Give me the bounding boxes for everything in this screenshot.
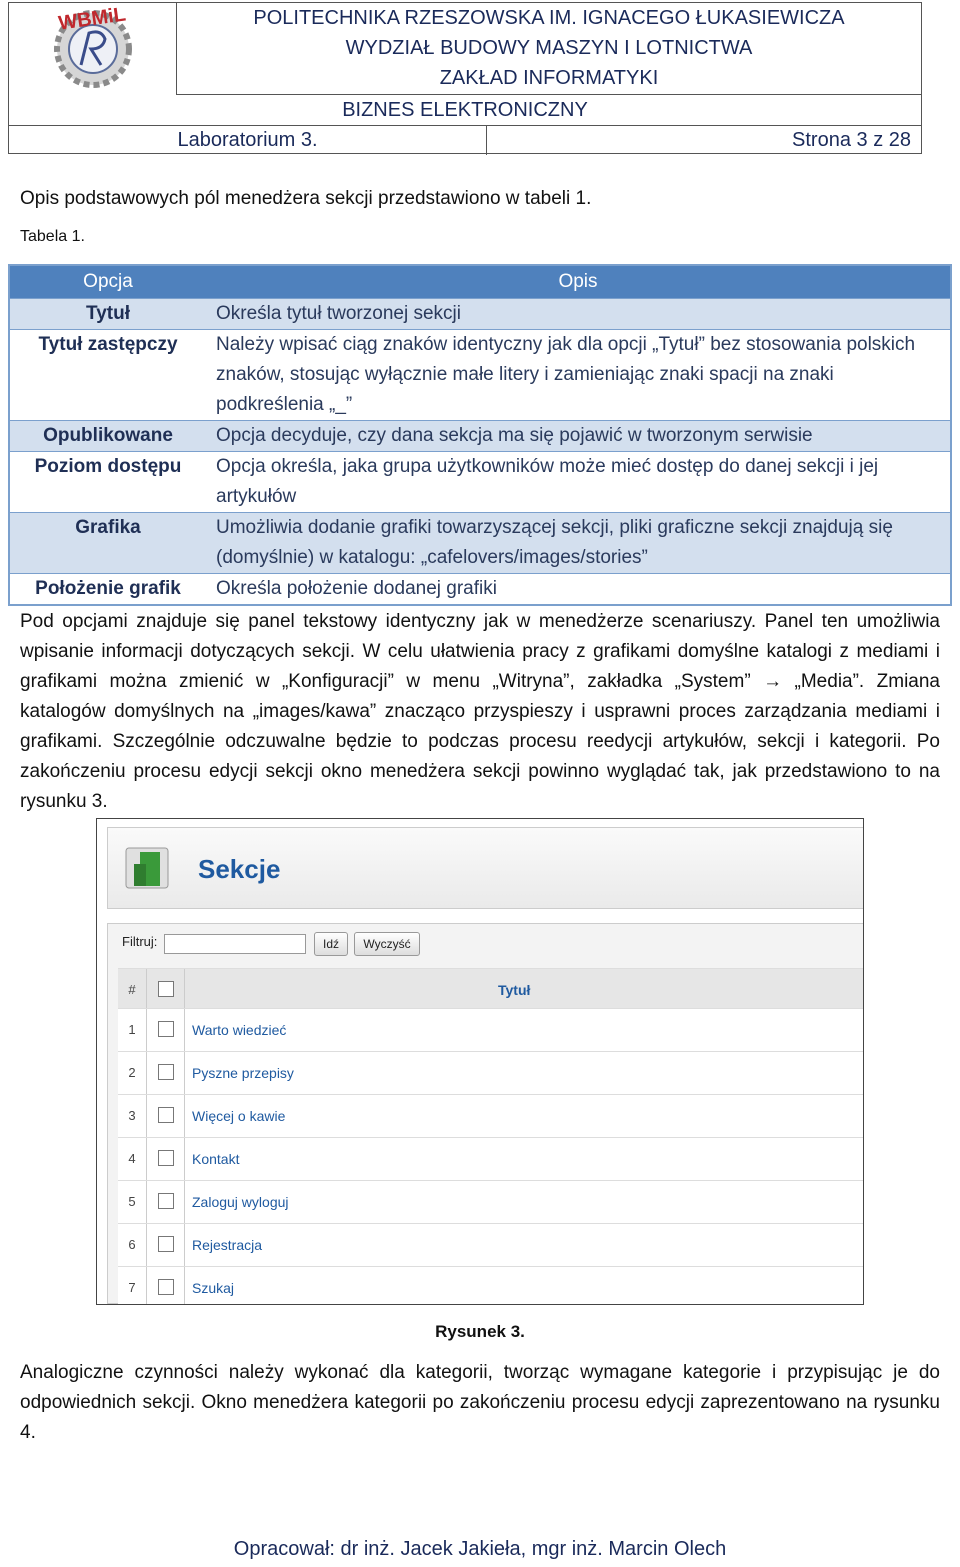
row-checkbox[interactable] (158, 1279, 174, 1295)
faculty-name: WYDZIAŁ BUDOWY MASZYN I LOTNICTWA (345, 37, 753, 59)
col-title[interactable]: Tytuł (498, 982, 531, 998)
section-link[interactable]: Szukaj (192, 1280, 235, 1296)
filter-label: Filtruj: (122, 934, 158, 949)
option-name: Tytuł zastępczy (9, 330, 206, 421)
screenshot-toolbar (107, 827, 863, 909)
department-name: ZAKŁAD INFORMATYKI (439, 67, 659, 89)
row-checkbox[interactable] (158, 1107, 174, 1123)
option-name: Położenie grafik (9, 574, 206, 606)
header-option: Opcja (9, 265, 206, 299)
row-number: 2 (128, 1065, 136, 1080)
table-row (9, 452, 951, 513)
body-paragraph: Pod opcjami znajduje się panel tekstowy identyczny jak w menedżerze scenariuszy. Panel ten umożliwia wpisanie informacji dotyczących sekcji. W celu ułatwienia pracy z grafikami domyślne katalogi z mediami i grafikami można zmienić w „Konfiguracji” w menu „Witryna”, zakładka „System” → „Media”. Zmiana katalogów domyślnych na „images/kawa” znacząco przyspieszy i usprawni proces zarządzania mediami i grafikami. Szczególnie odczuwalne będzie to podczas procesu reedycji artykułów, sekcji i kategorii. Po zakończeniu procesu edycji sekcji okno menedżera sekcji powinno wyglądać tak, jak przedstawiono to na rysunku 3. (20, 611, 940, 812)
list-item (118, 1223, 863, 1267)
section-link[interactable]: Więcej o kawie (192, 1108, 286, 1124)
body-paragraph: Analogiczne czynności należy wykonać dla kategorii, tworząc wymagane kategorie i przypisując je do odpowiednich sekcji. Okno menedżera kategorii po zakończeniu procesu edycji zaprezentowano na rysunku 4. (20, 1362, 940, 1443)
grid-header-row (118, 968, 863, 1009)
section-link[interactable]: Pyszne przepisy (192, 1065, 294, 1081)
option-description: Określa położenie dodanej grafiki (206, 574, 951, 606)
col-number: # (128, 982, 136, 997)
option-description: Umożliwia dodanie grafiki towarzyszącej sekcji, pliki graficzne sekcji znajdują się (domyślnie) w katalogu: „cafelovers/images/stories” (206, 513, 951, 574)
header-institution (177, 3, 921, 95)
intro-text: Opis podstawowych pól menedżera sekcji przedstawiono w tabeli 1. (20, 188, 592, 209)
list-item (118, 1094, 863, 1138)
table-row (9, 330, 951, 421)
university-name: POLITECHNIKA RZESZOWSKA IM. IGNACEGO ŁUKASIEWICZA (253, 7, 845, 29)
option-description: Opcja decyduje, czy dana sekcja ma się pojawić w tworzonym serwisie (206, 421, 951, 452)
page-header (8, 2, 922, 154)
reset-button[interactable]: Wyczyść (354, 932, 420, 956)
select-all-checkbox[interactable] (158, 981, 174, 997)
screenshot-title: Sekcje (198, 854, 281, 884)
sections-icon (124, 844, 174, 892)
row-number: 1 (128, 1022, 136, 1037)
row-checkbox[interactable] (158, 1236, 174, 1252)
course-name: BIZNES ELEKTRONICZNY (9, 95, 921, 126)
header-description: Opis (206, 265, 951, 299)
option-description: Określa tytuł tworzonej sekcji (206, 299, 951, 330)
table-row (9, 421, 951, 452)
table-row (9, 299, 951, 330)
university-logo (9, 3, 177, 95)
section-manager-screenshot (96, 818, 864, 1305)
option-name: Grafika (9, 513, 206, 574)
logo-icon (9, 3, 177, 95)
list-item (118, 1051, 863, 1095)
lab-label: Laboratorium 3. (9, 125, 487, 155)
row-number: 5 (128, 1194, 136, 1209)
list-item (118, 1137, 863, 1181)
options-table (8, 264, 952, 606)
row-number: 6 (128, 1237, 136, 1252)
table-row (9, 574, 951, 606)
row-number: 3 (128, 1108, 136, 1123)
go-button[interactable]: Idź (314, 932, 348, 956)
list-item (118, 1266, 863, 1305)
page-number: Strona 3 z 28 (792, 129, 911, 151)
table-caption: Tabela 1. (20, 228, 85, 245)
row-checkbox[interactable] (158, 1064, 174, 1080)
figure-caption: Rysunek 3. (435, 1322, 525, 1341)
table-row (9, 513, 951, 574)
page-footer: Opracował: dr inż. Jacek Jakieła, mgr inż. Marcin Olech (233, 1538, 727, 1560)
row-number: 4 (128, 1151, 136, 1166)
list-item (118, 1008, 863, 1052)
svg-text:WBMiL: WBMiL (57, 3, 128, 35)
section-link[interactable]: Zaloguj wyloguj (192, 1194, 289, 1210)
row-checkbox[interactable] (158, 1021, 174, 1037)
section-link[interactable]: Rejestracja (192, 1237, 263, 1253)
option-name: Poziom dostępu (9, 452, 206, 513)
section-link[interactable]: Kontakt (192, 1151, 240, 1167)
row-checkbox[interactable] (158, 1150, 174, 1166)
filter-input[interactable] (164, 934, 306, 954)
row-checkbox[interactable] (158, 1193, 174, 1209)
option-description: Opcja określa, jaka grupa użytkowników może mieć dostęp do danej sekcji i jej artykułów (206, 452, 951, 513)
option-description: Należy wpisać ciąg znaków identyczny jak dla opcji „Tytuł” bez stosowania polskich znaków, stosując wyłącznie małe litery i zamieniając znaki spacji na znaki podkreślenia „_” (206, 330, 951, 421)
list-item (118, 1180, 863, 1224)
table-header-row (9, 265, 951, 299)
option-name: Opublikowane (9, 421, 206, 452)
row-number: 7 (128, 1280, 136, 1295)
option-name: Tytuł (9, 299, 206, 330)
screenshot-panel (107, 923, 863, 1304)
section-link[interactable]: Warto wiedzieć (192, 1022, 287, 1038)
